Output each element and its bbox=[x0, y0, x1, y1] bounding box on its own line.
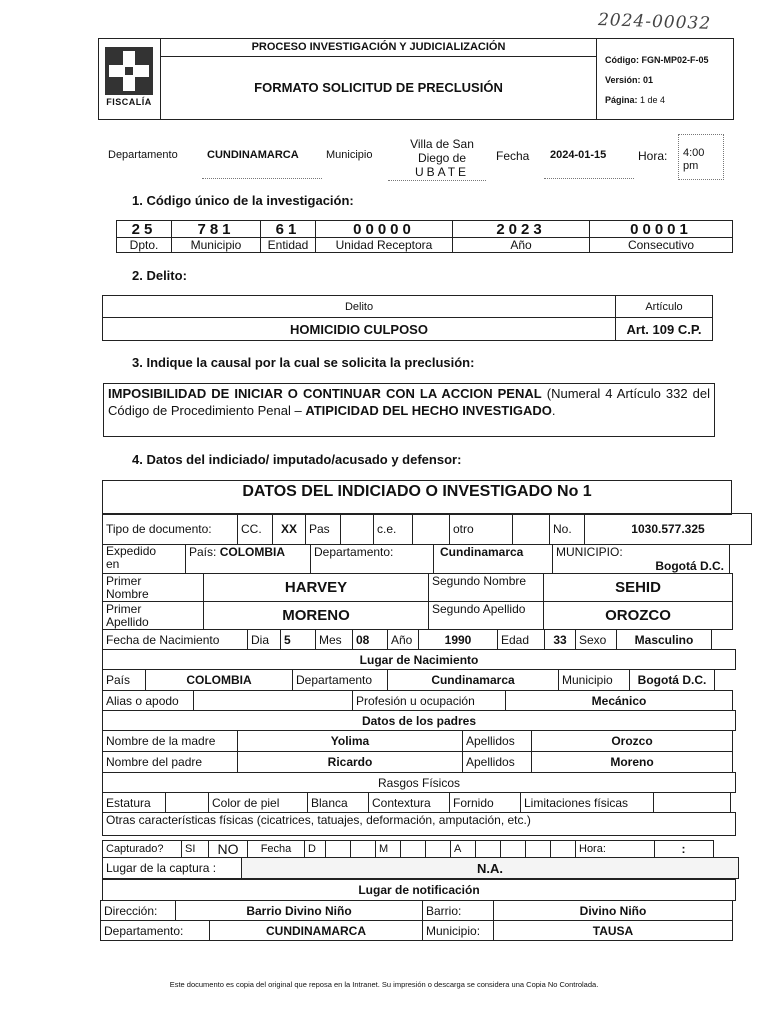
logo-text: FISCALÍA bbox=[106, 97, 152, 107]
other-traits-row bbox=[103, 813, 736, 836]
header-titles bbox=[161, 39, 597, 119]
delito-col-header: Delito bbox=[102, 295, 616, 318]
notif-title-row bbox=[103, 880, 736, 901]
label-dpto: Dpto. bbox=[116, 237, 172, 253]
birth-year: 1990 bbox=[418, 629, 498, 650]
code-values-row bbox=[117, 221, 733, 238]
sex-label: Sexo bbox=[575, 629, 617, 650]
capture-row bbox=[103, 841, 714, 858]
label-entidad: Entidad bbox=[260, 237, 316, 253]
process-title: PROCESO INVESTIGACIÓN Y JUDICIALIZACIÓN bbox=[161, 39, 596, 57]
delito-value: HOMICIDIO CULPOSO bbox=[102, 317, 616, 341]
father-ap-label: Apellidos bbox=[462, 751, 532, 773]
birth-month-label: Mes bbox=[315, 629, 353, 650]
profession-label: Profesión u ocupación bbox=[352, 690, 506, 711]
muni-line1: Villa de San bbox=[410, 137, 474, 151]
code-labels-row bbox=[117, 238, 733, 253]
doc-ce: c.e. bbox=[373, 513, 413, 545]
doc-cc: CC. bbox=[237, 513, 273, 545]
alias-value bbox=[193, 690, 353, 711]
bp-dept-label: Departamento bbox=[292, 669, 388, 691]
capture-month-box-1 bbox=[400, 840, 426, 858]
dept-label: Departamento bbox=[108, 149, 178, 161]
father-name: Ricardo bbox=[237, 751, 463, 773]
pais-label: País: bbox=[189, 545, 217, 559]
father-row bbox=[103, 752, 733, 773]
capture-day-box-1 bbox=[325, 840, 351, 858]
section-1-title: 1. Código único de la investigación: bbox=[132, 193, 354, 208]
label-municipio: Municipio bbox=[171, 237, 261, 253]
bp-muni: Bogotá D.C. bbox=[629, 669, 715, 691]
notif-title: Lugar de notificación bbox=[102, 879, 736, 901]
doc-row bbox=[103, 514, 752, 545]
bp-country-label: País bbox=[102, 669, 146, 691]
captured-label: Capturado? bbox=[102, 840, 182, 858]
second-surname: OROZCO bbox=[543, 601, 733, 630]
dept-underline bbox=[202, 178, 322, 179]
birthplace-title-row bbox=[103, 650, 736, 670]
capture-month-label: M bbox=[375, 840, 401, 858]
birthplace-row bbox=[103, 670, 715, 691]
height-value bbox=[165, 792, 209, 813]
bp-country: COLOMBIA bbox=[145, 669, 293, 691]
date-underline bbox=[544, 178, 634, 179]
form-title: FORMATO SOLICITUD DE PRECLUSIÓN bbox=[254, 80, 503, 95]
doc-mark: XX bbox=[272, 513, 306, 545]
surname-row bbox=[103, 602, 733, 630]
capture-place-value: N.A. bbox=[241, 857, 739, 879]
mother-surnames: Orozco bbox=[531, 730, 733, 752]
time-box bbox=[678, 134, 724, 180]
father-label: Nombre del padre bbox=[102, 751, 238, 773]
form-header bbox=[98, 38, 734, 120]
skin-label: Color de piel bbox=[208, 792, 308, 813]
doc-pas: Pas bbox=[305, 513, 341, 545]
traits-title: Rasgos Físicos bbox=[102, 772, 736, 793]
captured-no: NO bbox=[208, 840, 248, 858]
height-label: Estatura bbox=[102, 792, 166, 813]
capture-place-row bbox=[103, 858, 739, 879]
section-3-title: 3. Indique la causal por la cual se solicita la preclusión: bbox=[132, 355, 475, 370]
first-name: HARVEY bbox=[203, 573, 429, 602]
first-name-label-1: Primer bbox=[106, 573, 142, 588]
build-label: Contextura bbox=[368, 792, 450, 813]
notif-muni-value: TAUSA bbox=[493, 920, 733, 941]
section-4-title: 4. Datos del indiciado/ imputado/acusado y defensor: bbox=[132, 452, 462, 467]
notif-dept-label: Departamento: bbox=[100, 920, 210, 941]
label-consecutivo: Consecutivo bbox=[589, 237, 733, 253]
capture-day-label: D bbox=[304, 840, 326, 858]
birth-month: 08 bbox=[352, 629, 388, 650]
capture-day-box-2 bbox=[350, 840, 376, 858]
first-surname-label bbox=[102, 601, 204, 630]
doc-ce-box bbox=[412, 513, 450, 545]
capture-year-label: A bbox=[450, 840, 476, 858]
capture-year-box-4 bbox=[550, 840, 576, 858]
other-traits-label: Otras características físicas (cicatrices, tatuajes, deformación, amputación, etc.) bbox=[102, 812, 736, 836]
first-surname: MORENO bbox=[203, 601, 429, 630]
page-label: Página: bbox=[605, 95, 638, 105]
expedido-label-1: Expedido bbox=[106, 544, 157, 558]
code-ano: 2023 bbox=[452, 220, 590, 238]
second-surname-label: Segundo Apellido bbox=[428, 601, 544, 630]
notif-address-row bbox=[101, 901, 733, 921]
first-name-label-2: Nombre bbox=[106, 586, 149, 601]
build-value: Fornido bbox=[449, 792, 521, 813]
causal-reference: (Numeral 4 Artículo 332 del Código de Procedimiento Penal – bbox=[108, 386, 710, 418]
capture-month-box-2 bbox=[425, 840, 451, 858]
expedido-label-2: en bbox=[106, 557, 120, 571]
code-entidad: 61 bbox=[260, 220, 316, 238]
muni-label: Municipio bbox=[326, 149, 373, 161]
sex-value: Masculino bbox=[616, 629, 712, 650]
barrio-label: Barrio: bbox=[422, 900, 494, 921]
form-page bbox=[605, 95, 665, 105]
birth-row bbox=[103, 630, 712, 650]
delito-header-row bbox=[103, 296, 713, 318]
birthplace-title: Lugar de Nacimiento bbox=[102, 649, 736, 670]
first-name-row bbox=[103, 574, 733, 602]
address-value: Barrio Divino Niño bbox=[175, 900, 423, 921]
notif-muni-label: Municipio: bbox=[422, 920, 494, 941]
form-code: Código: FGN-MP02-F-05 bbox=[605, 55, 709, 65]
page-value: 1 de 4 bbox=[640, 95, 666, 105]
notif-dept-row bbox=[101, 921, 733, 941]
alias-row bbox=[103, 691, 733, 711]
code-unidad: 00000 bbox=[315, 220, 453, 238]
section-2-title: 2. Delito: bbox=[132, 268, 187, 283]
address-label: Dirección: bbox=[100, 900, 176, 921]
traits-title-row bbox=[103, 773, 736, 793]
muni-line3: UBATE bbox=[414, 165, 470, 179]
traits-row bbox=[103, 793, 731, 813]
capture-year-box-2 bbox=[500, 840, 526, 858]
capture-date-label: Fecha bbox=[247, 840, 305, 858]
mother-ap-label: Apellidos bbox=[462, 730, 532, 752]
muni-label-exp: MUNICIPIO: bbox=[556, 545, 623, 559]
date-value: 2024-01-15 bbox=[550, 149, 607, 161]
fiscalia-emblem-icon bbox=[99, 39, 159, 119]
expedido-label bbox=[102, 544, 186, 574]
indiciado-table-title: DATOS DEL INDICIADO O INVESTIGADO No 1 bbox=[102, 480, 732, 515]
birth-day-label: Dia bbox=[247, 629, 281, 650]
date-label: Fecha bbox=[496, 149, 530, 163]
profession-value: Mecánico bbox=[505, 690, 733, 711]
form-version: Versión: 01 bbox=[605, 75, 654, 85]
capture-year-box-1 bbox=[475, 840, 501, 858]
parents-title-row bbox=[103, 711, 736, 731]
first-surname-label-2: Apellido bbox=[106, 614, 149, 629]
expedido-muni bbox=[552, 544, 730, 574]
causal-main: IMPOSIBILIDAD DE INICIAR O CONTINUAR CON LA ACCION PENAL bbox=[108, 386, 542, 401]
label-ano: Año bbox=[452, 237, 590, 253]
pais-value: COLOMBIA bbox=[219, 545, 286, 559]
doc-otro-box bbox=[512, 513, 550, 545]
capture-place-label: Lugar de la captura : bbox=[102, 857, 242, 879]
expedido-dept-label: Departamento: bbox=[310, 544, 434, 574]
doc-otro: otro bbox=[449, 513, 513, 545]
parents-title: Datos de los padres bbox=[102, 710, 736, 731]
limitations-label: Limitaciones físicas bbox=[520, 792, 654, 813]
doc-label: Tipo de documento: bbox=[102, 513, 238, 545]
articulo-value: Art. 109 C.P. bbox=[615, 317, 713, 341]
birth-label: Fecha de Nacimiento bbox=[102, 629, 248, 650]
header-meta bbox=[597, 39, 734, 119]
second-name-label: Segundo Nombre bbox=[428, 573, 544, 602]
fiscalia-logo bbox=[99, 39, 161, 119]
code-dpto: 25 bbox=[116, 220, 172, 238]
muni-underline bbox=[388, 180, 486, 181]
birth-day: 5 bbox=[280, 629, 316, 650]
capture-year-box-3 bbox=[525, 840, 551, 858]
muni-value-exp: Bogotá D.C. bbox=[655, 559, 724, 573]
muni-line2: Diego de bbox=[417, 151, 467, 165]
father-surnames: Moreno bbox=[531, 751, 733, 773]
expedido-dept: Cundinamarca bbox=[433, 544, 553, 574]
limitations-value bbox=[653, 792, 731, 813]
code-consecutivo: 00001 bbox=[589, 220, 733, 238]
time-ampm: pm bbox=[683, 160, 699, 172]
notif-dept-value: CUNDINAMARCA bbox=[209, 920, 423, 941]
capture-hour-colon: : bbox=[654, 840, 714, 858]
causal-type: ATIPICIDAD DEL HECHO INVESTIGADO bbox=[305, 403, 552, 418]
alias-label: Alias o apodo bbox=[102, 690, 194, 711]
doc-no: No. bbox=[549, 513, 585, 545]
handwritten-reference: 2024-00032 bbox=[597, 10, 712, 34]
captured-si: SI bbox=[181, 840, 209, 858]
mother-row bbox=[103, 731, 733, 752]
first-name-label bbox=[102, 573, 204, 602]
bp-muni-label: Municipio bbox=[558, 669, 630, 691]
causal-box bbox=[103, 383, 715, 437]
dept-value: CUNDINAMARCA bbox=[207, 149, 299, 161]
first-surname-label-1: Primer bbox=[106, 601, 142, 616]
label-unidad: Unidad Receptora bbox=[315, 237, 453, 253]
mother-name: Yolima bbox=[237, 730, 463, 752]
doc-number: 1030.577.325 bbox=[584, 513, 752, 545]
articulo-col-header: Artículo bbox=[615, 295, 713, 318]
time-label: Hora: bbox=[638, 149, 668, 163]
muni-value bbox=[392, 137, 492, 179]
bp-dept: Cundinamarca bbox=[387, 669, 559, 691]
delito-value-row bbox=[103, 318, 713, 341]
capture-hour-label: Hora: bbox=[575, 840, 655, 858]
expedido-row bbox=[103, 545, 730, 574]
mother-label: Nombre de la madre bbox=[102, 730, 238, 752]
second-name: SEHID bbox=[543, 573, 733, 602]
age-label: Edad bbox=[497, 629, 545, 650]
footer-note: Este documento es copia del original que reposa en la Intranet. Su impresión o descarga se considera una Copia No Controlada. bbox=[169, 980, 599, 989]
time-value: 4:00 bbox=[683, 147, 705, 159]
expedido-pais bbox=[185, 544, 311, 574]
age-value: 33 bbox=[544, 629, 576, 650]
code-municipio: 781 bbox=[171, 220, 261, 238]
causal-end: . bbox=[551, 403, 556, 418]
doc-pas-box bbox=[340, 513, 374, 545]
birth-year-label: Año bbox=[387, 629, 419, 650]
barrio-value: Divino Niño bbox=[493, 900, 733, 921]
skin-value: Blanca bbox=[307, 792, 369, 813]
